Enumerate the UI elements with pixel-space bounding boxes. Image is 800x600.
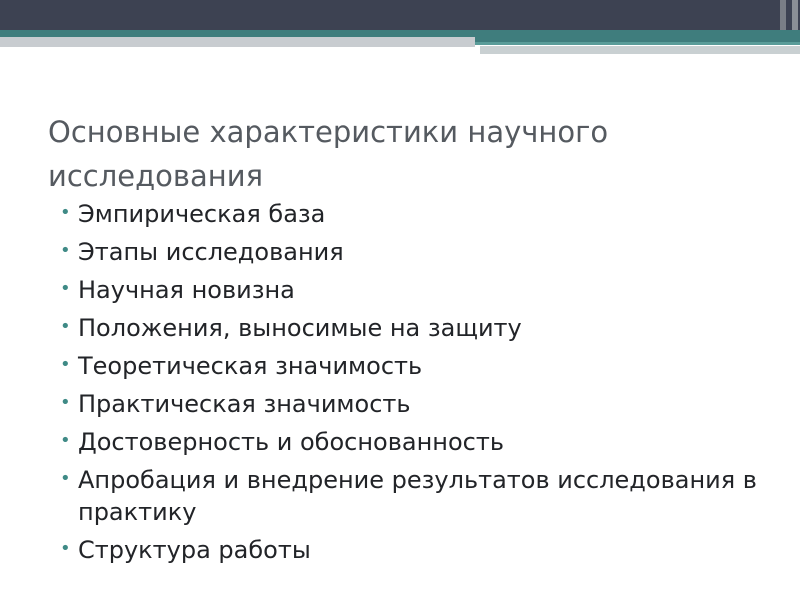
bullet-item xyxy=(60,464,760,528)
bullet-text: Достоверность и обоснованность xyxy=(78,428,504,456)
bullet-item xyxy=(60,534,760,566)
bullet-text: Теоретическая значимость xyxy=(78,352,423,380)
bullet-text: Положения, выносимые на защиту xyxy=(78,314,522,342)
gray-decor-bar-left xyxy=(0,37,475,47)
bullet-text: Структура работы xyxy=(78,536,311,564)
edge-decor-stripe xyxy=(780,0,786,30)
bullet-icon: • xyxy=(60,392,71,413)
gray-decor-bar-right xyxy=(480,46,800,54)
bullet-icon: • xyxy=(60,316,71,337)
top-decor-band xyxy=(0,0,800,30)
bullet-icon: • xyxy=(60,468,71,489)
bullet-item xyxy=(60,426,760,458)
bullet-icon: • xyxy=(60,240,71,261)
bullet-text: Практическая значимость xyxy=(78,390,411,418)
bullet-item xyxy=(60,312,760,344)
bullet-text: Эмпирическая база xyxy=(78,200,326,228)
bullet-item xyxy=(60,350,760,382)
bullet-icon: • xyxy=(60,354,71,375)
bullet-item xyxy=(60,388,760,420)
bullet-icon: • xyxy=(60,430,71,451)
bullet-icon: • xyxy=(60,538,71,559)
bullet-item xyxy=(60,198,760,230)
bullet-text: Этапы исследования xyxy=(78,238,344,266)
bullet-text: Апробация и внедрение результатов исследования в практику xyxy=(78,466,757,526)
bullet-text: Научная новизна xyxy=(78,276,295,304)
bullet-icon: • xyxy=(60,278,71,299)
bullet-icon: • xyxy=(60,202,71,223)
slide-title-line-2: исследования xyxy=(48,159,264,193)
edge-decor-stripe xyxy=(792,0,798,30)
bullet-list xyxy=(60,198,760,572)
bullet-item xyxy=(60,274,760,306)
bullet-item xyxy=(60,236,760,268)
slide-title-line-1: Основные характеристики научного xyxy=(48,115,609,149)
slide-title xyxy=(48,110,768,198)
